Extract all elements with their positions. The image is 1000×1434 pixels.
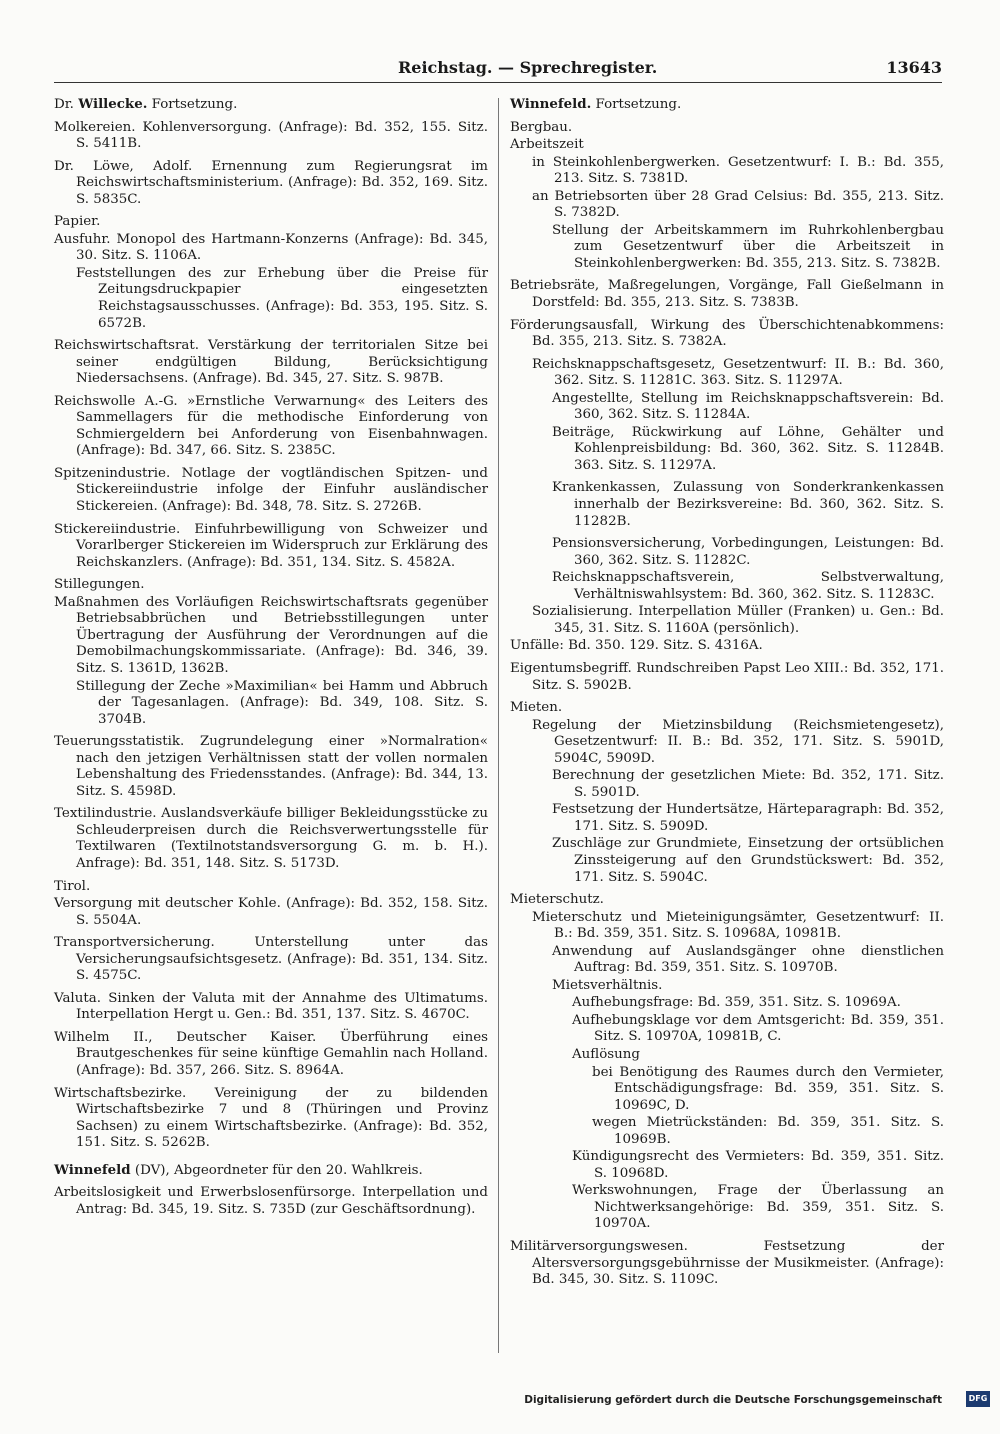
entry-text: bei Benötigung des Raumes durch den Vermieter, Entschädigungsfrage: Bd. 359, 351. Sitz. S. 10969C, D.	[592, 1064, 944, 1113]
register-entry	[532, 357, 944, 390]
register-entry	[592, 1115, 944, 1148]
entry-text: Molkereien. Kohlenversorgung. (Anfrage): Bd. 352, 155. Sitz. S. 5411B.	[54, 119, 488, 152]
register-entry	[54, 96, 488, 114]
register-entry	[552, 978, 944, 995]
register-entry	[510, 278, 944, 311]
entry-text: in Steinkohlenbergwerken. Gesetzentwurf: I. B.: Bd. 355, 213. Sitz. S. 7381D.	[532, 154, 944, 187]
register-entry	[572, 1149, 944, 1182]
register-entry	[54, 394, 488, 460]
register-entry	[532, 155, 944, 188]
deputy-name: Winnefeld.	[510, 96, 592, 112]
entry-text: Betriebsräte, Maßregelungen, Vorgänge, Fall Gießelmann in Dorstfeld: Bd. 355, 213. Sitz. S. 7383B.	[510, 278, 944, 311]
entry-text: Mietsverhältnis.	[552, 977, 663, 993]
register-entry	[552, 802, 944, 835]
entry-text: Mieten.	[510, 700, 563, 716]
entry-text: Stickereiindustrie. Einfuhrbewilligung von Schweizer und Vorarlberger Stickereien im Widerspruch zur Erklärung des Reichskanzlers. (Anfrage): Bd. 351, 134. Sitz. S. 4582A.	[54, 521, 488, 570]
register-entry	[54, 338, 488, 388]
register-entry	[510, 661, 944, 694]
header-rule	[54, 82, 942, 83]
entry-text: Stellung der Arbeitskammern im Ruhrkohlenbergbau zum Gesetzentwurf über die Arbeitszeit in Steinkohlenbergwerken: Bd. 355, 213. Sitz. S. 7382B.	[552, 222, 944, 271]
entry-text: Reichsknappschaftsgesetz, Gesetzentwurf: II. B.: Bd. 360, 362. Sitz. S. 11281C. 363. Sitz. S. 11297A.	[532, 356, 944, 389]
entry-text: Aufhebungsfrage: Bd. 359, 351. Sitz. S. 10969A.	[572, 995, 901, 1011]
entry-text: Regelung der Mietzinsbildung (Reichsmietengesetz), Gesetzentwurf: II. B.: Bd. 352, 171. Sitz. S. 5901D, 5904C, 5909D.	[532, 717, 944, 766]
entry-text: Angestellte, Stellung im Reichsknappschaftsverein: Bd. 360, 362. Sitz. S. 11284A.	[552, 390, 944, 423]
register-entry	[572, 995, 944, 1012]
register-entry	[572, 1047, 944, 1064]
register-entry	[54, 1185, 488, 1218]
register-entry	[510, 96, 944, 114]
entry-text: Berechnung der gesetzlichen Miete: Bd. 352, 171. Sitz. S. 5901D.	[552, 768, 944, 800]
register-entry	[54, 879, 488, 896]
register-entry	[572, 1183, 944, 1233]
entry-text: Beiträge, Rückwirkung auf Löhne, Gehälter und Kohlenpreisbildung: Bd. 360, 362. Sitz. S. 11284B. 363. Sitz. S. 11297A.	[552, 424, 944, 473]
entry-text: Maßnahmen des Vorläufigen Reichswirtschaftsrats gegenüber Betriebsabbrüchen und Betriebsstillegungen unter Übertragung der Ausführung der Verordnungen auf die Demobilmachungskommissariate. (Anfrage): Bd. 346, 39. Sitz. S. 1361D, 1362B.	[54, 594, 488, 676]
register-entry	[54, 214, 488, 231]
register-entry	[552, 768, 944, 801]
register-entry	[532, 604, 944, 637]
register-entry	[510, 120, 944, 137]
entry-text: Reichswirtschaftsrat. Verstärkung der territorialen Sitze bei seiner endgültigen Bildung, Berücksichtigung Niedersachsens. (Anfrage). Bd. 345, 27. Sitz. S. 987B.	[54, 338, 488, 387]
register-entry	[54, 734, 488, 800]
entry-text: Spitzenindustrie. Notlage der vogtländischen Spitzen- und Stickereiindustrie infolge der Einfuhr ausländischer Stickereien. (Anfrage): Bd. 348, 78. Sitz. S. 2726B.	[54, 465, 488, 515]
digitization-credit: Digitalisierung gefördert durch die Deutsche Forschungsgemeinschaft	[524, 1394, 942, 1406]
entry-text: Mieterschutz und Mieteinigungsämter, Gesetzentwurf: II. B.: Bd. 359, 351. Sitz. S. 10968A, 10981B.	[532, 909, 944, 942]
entry-text: Mieterschutz.	[510, 892, 604, 908]
header-title: Reichstag. — Sprechregister.	[398, 58, 658, 77]
register-entry	[552, 836, 944, 886]
register-entry	[54, 1086, 488, 1152]
register-entry	[54, 577, 488, 594]
entry-text: Sozialisierung. Interpellation Müller (Franken) u. Gen.: Bd. 345, 31. Sitz. S. 1160A (persönlich).	[532, 604, 944, 636]
register-entry	[510, 700, 944, 717]
register-entry	[510, 638, 944, 655]
deputy-name: Winnefeld	[54, 1161, 131, 1178]
entry-text: Auflösung	[572, 1046, 640, 1062]
register-entry	[572, 1013, 944, 1046]
register-entry	[552, 425, 944, 475]
entry-text: Anwendung auf Auslandsgänger ohne dienstlichen Auftrag: Bd. 359, 351. Sitz. S. 10970B.	[552, 943, 944, 976]
entry-text: Stillegungen.	[54, 577, 145, 593]
entry-text: Tirol.	[54, 878, 91, 894]
entry-text: Militärversorgungswesen. Festsetzung der Altersversorgungsgebührnisse der Musikmeister. (Anfrage): Bd. 345, 30. Sitz. S. 1109C.	[510, 1239, 944, 1288]
entry-text: Valuta. Sinken der Valuta mit der Annahme des Ultimatums. Interpellation Hergt u. Gen.: Bd. 351, 137. Sitz. S. 4670C.	[54, 990, 488, 1023]
entry-text: (DV), Abgeordneter für den 20. Wahlkreis.	[130, 1162, 423, 1178]
entry-text: Ausfuhr. Monopol des Hartmann-Konzerns (Anfrage): Bd. 345, 30. Sitz. S. 1106A.	[54, 231, 488, 264]
register-entry	[532, 189, 944, 222]
register-entry	[54, 232, 488, 265]
entry-text: Fortsetzung.	[591, 97, 682, 112]
register-entry	[552, 944, 944, 977]
page-header	[398, 58, 942, 82]
column-divider	[498, 98, 499, 1353]
entry-text: Pensionsversicherung, Vorbedingungen, Leistungen: Bd. 360, 362. Sitz. S. 11282C.	[552, 536, 944, 568]
register-entry	[76, 266, 488, 332]
left-column	[54, 96, 488, 1224]
entry-text: Zuschläge zur Grundmiete, Einsetzung der ortsüblichen Zinssteigerung auf den Grundstückswert: Bd. 352, 171. Sitz. S. 5904C.	[552, 836, 944, 885]
register-entry	[552, 570, 944, 603]
entry-text: Wilhelm II., Deutscher Kaiser. Überführung eines Brautgeschenkes für seine künftige Gemahlin nach Holland. (Anfrage): Bd. 357, 266. Sitz. S. 8964A.	[54, 1029, 488, 1078]
entry-text: Eigentumsbegriff. Rundschreiben Papst Leo XIII.: Bd. 352, 171. Sitz. S. 5902B.	[510, 660, 944, 693]
register-entry	[54, 466, 488, 516]
entry-text: Feststellungen des zur Erhebung über die Preise für Zeitungsdruckpapier eingesetzten Reichstagsausschusses. (Anfrage): Bd. 353, 195. Sitz. S. 6572B.	[76, 265, 488, 331]
entry-text: Dr. Löwe, Adolf. Ernennung zum Regierungsrat im Reichswirtschaftsministerium. (Anfrage): Bd. 352, 169. Sitz. S. 5835C.	[54, 158, 488, 207]
page-number: 13643	[886, 58, 942, 77]
register-entry	[510, 1239, 944, 1289]
register-entry	[54, 522, 488, 572]
entry-text: Arbeitslosigkeit und Erwerbslosenfürsorge. Interpellation und Antrag: Bd. 345, 19. Sitz. S. 735D (zur Geschäftsordnung).	[54, 1185, 488, 1217]
register-entry	[54, 896, 488, 929]
entry-text: wegen Mietrückständen: Bd. 359, 351. Sitz. S. 10969B.	[592, 1115, 944, 1147]
entry-text: Reichswolle A.-G. »Ernstliche Verwarnung« des Leiters des Sammellagers für die methodische Einforderung von Schmiergeldern bei Anforderung von Eisenbahnwagen. (Anfrage): Bd. 347, 66. Sitz. S. 2385C.	[54, 393, 488, 459]
register-entry	[54, 120, 488, 153]
register-entry	[510, 892, 944, 909]
deputy-name: Willecke.	[78, 96, 148, 112]
entry-text: Teuerungsstatistik. Zugrundelegung einer »Normalration« nach den jetzigen Verhältnissen statt der vollen normalen Lebenshaltung des Friedensstandes. (Anfrage): Bd. 344, 13. Sitz. S. 4598D.	[54, 734, 488, 799]
right-column	[510, 96, 944, 1295]
entry-text: Kündigungsrecht des Vermieters: Bd. 359, 351. Sitz. S. 10968D.	[572, 1149, 944, 1181]
entry-text: Festsetzung der Hundertsätze, Härteparagraph: Bd. 352, 171. Sitz. S. 5909D.	[552, 802, 944, 834]
register-entry	[510, 137, 944, 154]
entry-text: Reichsknappschaftsverein, Selbstverwaltung, Verhältniswahlsystem: Bd. 360, 362. Sitz. S. 11283C.	[552, 570, 944, 602]
register-entry	[54, 806, 488, 872]
register-entry	[54, 935, 488, 985]
register-entry	[552, 480, 944, 530]
entry-text: Krankenkassen, Zulassung von Sonderkrankenkassen innerhalb der Bezirksvereine: Bd. 360, 362. Sitz. S. 11282B.	[552, 480, 944, 529]
register-entry	[592, 1065, 944, 1115]
entry-text: Papier.	[54, 214, 101, 230]
entry-text: Unfälle: Bd. 350. 129. Sitz. S. 4316A.	[510, 638, 763, 654]
register-entry	[54, 991, 488, 1024]
register-entry	[510, 318, 944, 351]
entry-text: Versorgung mit deutscher Kohle. (Anfrage): Bd. 352, 158. Sitz. S. 5504A.	[54, 896, 488, 928]
entry-text: Werkswohnungen, Frage der Überlassung an Nichtwerksangehörige: Bd. 359, 351. Sitz. S. 10970A.	[572, 1183, 944, 1232]
entry-text: Fortsetzung.	[147, 97, 238, 112]
entry-text: Arbeitszeit	[510, 137, 584, 153]
register-entry	[552, 536, 944, 569]
register-entry	[532, 718, 944, 768]
register-entry	[54, 595, 488, 678]
entry-text: Stillegung der Zeche »Maximilian« bei Hamm und Abbruch der Tagesanlagen. (Anfrage): Bd. 349, 108. Sitz. S. 3704B.	[76, 678, 488, 727]
register-entry	[54, 1030, 488, 1080]
entry-text: Bergbau.	[510, 119, 573, 135]
register-entry	[552, 223, 944, 273]
entry-text: Aufhebungsklage vor dem Amtsgericht: Bd. 359, 351. Sitz. S. 10970A, 10981B, C.	[572, 1012, 944, 1045]
register-entry	[54, 1162, 488, 1180]
name-prefix: Dr.	[54, 97, 79, 112]
register-entry	[76, 679, 488, 729]
register-entry	[552, 391, 944, 424]
dfg-logo: DFG	[966, 1391, 990, 1407]
entry-text: Transportversicherung. Unterstellung unter das Versicherungsaufsichtsgesetz. (Anfrage): Bd. 351, 134. Sitz. S. 4575C.	[54, 935, 488, 984]
entry-text: Förderungsausfall, Wirkung des Überschichtenabkommens: Bd. 355, 213. Sitz. S. 7382A.	[510, 317, 944, 350]
register-entry	[54, 159, 488, 209]
entry-text: Textilindustrie. Auslandsverkäufe billiger Bekleidungsstücke zu Schleuderpreisen durch die Reichsverwertungsstelle für Textilwaren (Textilnotstandsversorgung G. m. b. H.). Anfrage): Bd. 351, 148. Sitz. S. 5173D.	[54, 806, 488, 871]
entry-text: an Betriebsorten über 28 Grad Celsius: Bd. 355, 213. Sitz. S. 7382D.	[532, 188, 944, 221]
register-entry	[532, 910, 944, 943]
entry-text: Wirtschaftsbezirke. Vereinigung der zu bildenden Wirtschaftsbezirke 7 und 8 (Thüringen und Provinz Sachsen) zu einem Wirtschaftsbezirke. (Anfrage): Bd. 352, 151. Sitz. S. 5262B.	[54, 1085, 488, 1151]
